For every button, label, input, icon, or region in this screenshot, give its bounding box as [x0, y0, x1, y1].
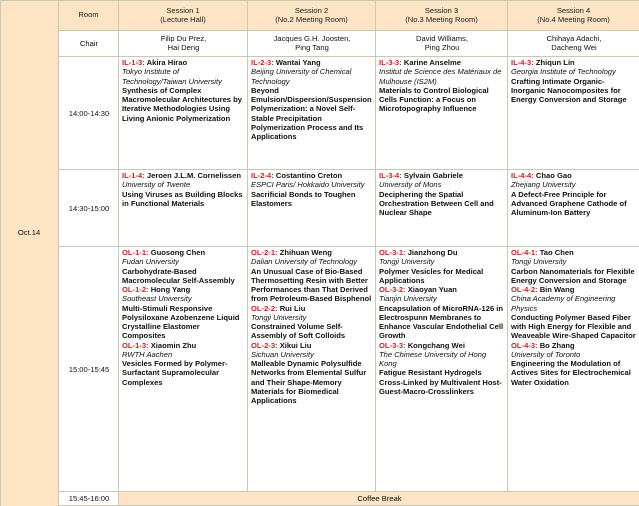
speaker-affiliation: ESPCI Paris/ Hokkaido University — [251, 180, 373, 189]
talk-title: Carbon Nanomaterials for Flexible Energy Conversion and Storage — [511, 267, 637, 286]
talk-code: IL-2-4: — [251, 171, 274, 180]
talk-heading — [122, 285, 245, 294]
talk-cell — [119, 170, 248, 247]
talk-code: IL-3-3: — [379, 58, 402, 67]
talk-title: Conducting Polymer Based Fiber with High Energy for Flexible and Weaveable Wire-Shaped Capacitor — [511, 313, 637, 341]
session-header-2 — [248, 1, 376, 31]
talk-entry — [511, 171, 637, 217]
talk-entry — [251, 341, 373, 406]
talk-code: OL-1-1: — [122, 248, 149, 257]
talk-code: OL-2-3: — [251, 341, 278, 350]
session-room: (Lecture Hall) — [120, 16, 246, 25]
talk-entry — [379, 248, 505, 285]
slot-time: 14:30-15:00 — [59, 170, 119, 247]
talk-code: OL-2-1: — [251, 248, 278, 257]
talk-entry — [511, 58, 637, 104]
speaker-name: Xiaomin Zhu — [149, 341, 197, 350]
talk-entry — [251, 58, 373, 141]
talk-cell — [376, 170, 508, 247]
talk-cell — [248, 57, 376, 170]
talk-heading — [122, 248, 245, 257]
talk-cell — [508, 170, 639, 247]
talk-heading — [379, 248, 505, 257]
talk-heading — [379, 285, 505, 294]
speaker-name: Xikui Liu — [278, 341, 312, 350]
talk-entry — [379, 58, 505, 114]
talk-cell — [376, 57, 508, 170]
speaker-affiliation: Zhejiang University — [511, 180, 637, 189]
talk-entry — [122, 285, 245, 341]
slot-row-2 — [1, 170, 639, 247]
talk-heading — [379, 58, 505, 67]
talk-code: IL-1-3: — [122, 58, 145, 67]
talk-entry — [511, 248, 637, 285]
chair-names-1: Filip Du Prez, Hai Deng — [119, 31, 248, 57]
speaker-name: Jeroen J.L.M. Cornelissen — [145, 171, 241, 180]
session-name: Session 2 — [249, 7, 374, 16]
talk-entry — [251, 171, 373, 208]
speaker-name: Jianzhong Du — [406, 248, 458, 257]
talk-heading — [511, 58, 637, 67]
talk-cell — [119, 247, 248, 492]
coffee-time: 15:45-16:00 — [59, 492, 119, 506]
speaker-name: Hong Yang — [149, 285, 191, 294]
talk-heading — [251, 304, 373, 313]
talk-heading — [511, 248, 637, 257]
session-header-1 — [119, 1, 248, 31]
session-header-3 — [376, 1, 508, 31]
talk-title: An Unusual Case of Bio-Based Thermosetting Resin with Better Performances than That Derived from Petroleum-Based Bisphenol — [251, 267, 373, 304]
talk-heading — [379, 171, 505, 180]
talk-code: OL-3-1: — [379, 248, 406, 257]
talk-code: IL-4-4: — [511, 171, 534, 180]
speaker-affiliation: Sichuan University — [251, 350, 373, 359]
talk-title: Vesicles Formed by Polymer-Surfactant Supramolecular Complexes — [122, 359, 245, 387]
speaker-name: Chao Gao — [534, 171, 572, 180]
speaker-affiliation: Tongji University — [511, 257, 637, 266]
room-label: Room — [59, 1, 119, 31]
speaker-affiliation: Institut de Science des Matériaux de Mulhouse (IS2M) — [379, 67, 505, 86]
talk-code: OL-1-3: — [122, 341, 149, 350]
talk-code: OL-4-3: — [511, 341, 538, 350]
talk-heading — [511, 171, 637, 180]
talk-entry — [511, 341, 637, 387]
talk-cell — [119, 57, 248, 170]
speaker-affiliation: University of Mons — [379, 180, 505, 189]
speaker-affiliation: The Chinese University of Hong Kong — [379, 350, 505, 369]
talk-title: Beyond Emulsion/Dispersion/Suspension Polymerization: a Novel Self-Stable Precipitation Polymerization Process and Its Applications — [251, 86, 373, 142]
date-label: Oct.14 — [0, 228, 58, 237]
chair-names-4: Chihaya Adachi, Dacheng Wei — [508, 31, 639, 57]
speaker-name: Zhihuan Weng — [278, 248, 332, 257]
speaker-affiliation: Dalian University of Technology — [251, 257, 373, 266]
talk-title: Crafting Intimate Organic-Inorganic Nanocomposites for Energy Conversion and Storage — [511, 77, 637, 105]
talk-cell — [248, 170, 376, 247]
slot-time: 15:00-15:45 — [59, 247, 119, 492]
speaker-name: Kongchang Wei — [406, 341, 465, 350]
talk-heading — [122, 58, 245, 67]
talk-title: Multi-Stimuli Responsive Polysiloxane Azobenzene Liquid Crystalline Elastomer Composites — [122, 304, 245, 341]
talk-heading — [251, 58, 373, 67]
talk-title: Fatigue Resistant Hydrogels Cross-Linked by Multivalent Host-Guest-Macro-Crosslinkers — [379, 368, 505, 396]
speaker-name: Wantai Yang — [274, 58, 321, 67]
header-row — [1, 1, 639, 31]
speaker-name: Tao Chen — [538, 248, 574, 257]
talk-heading — [122, 171, 245, 180]
speaker-affiliation: Fudan University — [122, 257, 245, 266]
speaker-affiliation: University of Twente — [122, 180, 245, 189]
talk-heading — [122, 341, 245, 350]
talk-entry — [122, 248, 245, 285]
talk-cell — [376, 247, 508, 492]
talk-heading — [511, 285, 637, 294]
talk-entry — [251, 304, 373, 341]
talk-entry — [122, 341, 245, 387]
talk-heading — [251, 248, 373, 257]
speaker-affiliation: RWTH Aachen — [122, 350, 245, 359]
session-name: Session 1 — [120, 7, 246, 16]
chair-names-3: David Williams, Ping Zhou — [376, 31, 508, 57]
talk-title: Carbohydrate-Based Macromolecular Self-Assembly — [122, 267, 245, 286]
chair-label: Chair — [59, 31, 119, 57]
coffee-break-label: Coffee Break — [119, 492, 639, 506]
talk-entry — [379, 341, 505, 397]
speaker-affiliation: Georgia Institute of Technology — [511, 67, 637, 76]
talk-code: IL-2-3: — [251, 58, 274, 67]
talk-code: OL-3-3: — [379, 341, 406, 350]
talk-code: IL-1-4: — [122, 171, 145, 180]
speaker-name: Karine Anselme — [402, 58, 461, 67]
coffee-row — [1, 492, 639, 506]
talk-heading — [511, 341, 637, 350]
session-name: Session 4 — [509, 7, 638, 16]
session-name: Session 3 — [377, 7, 506, 16]
talk-cell — [508, 57, 639, 170]
slot-row-3 — [1, 247, 639, 492]
talk-title: A Defect-Free Principle for Advanced Graphene Cathode of Aluminum-Ion Battery — [511, 190, 637, 218]
talk-title: Engineering the Modulation of Actives Sites for Electrochemical Water Oxidation — [511, 359, 637, 387]
speaker-affiliation: Tongji University — [379, 257, 505, 266]
speaker-affiliation: Tongji University — [251, 313, 373, 322]
talk-title: Deciphering the Spatial Orchestration Between Cell and Nuclear Shape — [379, 190, 505, 218]
slot-row-1 — [1, 57, 639, 170]
slot-time: 14:00-14:30 — [59, 57, 119, 170]
speaker-name: Xiaoyan Yuan — [406, 285, 457, 294]
talk-code: IL-3-4: — [379, 171, 402, 180]
session-room: (No.3 Meeting Room) — [377, 16, 506, 25]
speaker-name: Rui Liu — [278, 304, 306, 313]
chair-row — [1, 31, 639, 57]
talk-cell — [248, 247, 376, 492]
speaker-affiliation: Tianjin University — [379, 294, 505, 303]
speaker-name: Bo Zhang — [538, 341, 575, 350]
talk-entry — [122, 58, 245, 123]
talk-entry — [379, 171, 505, 217]
talk-code: OL-2-2: — [251, 304, 278, 313]
talk-code: OL-3-2: — [379, 285, 406, 294]
talk-code: IL-4-3: — [511, 58, 534, 67]
talk-entry — [379, 285, 505, 341]
speaker-name: Bin Wang — [538, 285, 575, 294]
talk-title: Synthesis of Complex Macromolecular Architectures by Iterative Methodologies Using Living Anionic Polymerization — [122, 86, 245, 123]
session-header-4 — [508, 1, 639, 31]
speaker-name: Guosong Chen — [149, 248, 206, 257]
speaker-affiliation: Beijing University of Chemical Technology — [251, 67, 373, 86]
talk-entry — [511, 285, 637, 341]
speaker-affiliation: Tokyo Institute of Technology/Taiwan University — [122, 67, 245, 86]
speaker-affiliation: University of Toronto — [511, 350, 637, 359]
talk-heading — [251, 171, 373, 180]
date-column-top — [1, 1, 59, 506]
talk-title: Constrained Volume Self-Assembly of Soft Colloids — [251, 322, 373, 341]
talk-title: Materials to Control Biological Cells Function: a Focus on Microtopography Influence — [379, 86, 505, 114]
talk-code: OL-4-1: — [511, 248, 538, 257]
speaker-name: Sylvain Gabriele — [402, 171, 463, 180]
talk-title: Polymer Vesicles for Medical Applications — [379, 267, 505, 286]
talk-entry — [251, 248, 373, 304]
talk-code: OL-1-2: — [122, 285, 149, 294]
talk-cell — [508, 247, 639, 492]
talk-title: Malleable Dynamic Polysulfide Networks from Elemental Sulfur and Their Shape-Memory Materials for Biomedical Applications — [251, 359, 373, 405]
speaker-name: Costantino Creton — [274, 171, 342, 180]
speaker-affiliation: China Academy of Engineering Physics — [511, 294, 637, 313]
talk-heading — [379, 341, 505, 350]
speaker-name: Zhiqun Lin — [534, 58, 575, 67]
talk-title: Using Viruses as Building Blocks in Functional Materials — [122, 190, 245, 209]
talk-title: Sacrificial Bonds to Toughen Elastomers — [251, 190, 373, 209]
speaker-affiliation: Southeast University — [122, 294, 245, 303]
speaker-name: Akira Hirao — [145, 58, 187, 67]
talk-heading — [251, 341, 373, 350]
talk-title: Encapsulation of MicroRNA-126 in Electrospunn Membranes to Enhance Vascular Endothelial Cell Growth — [379, 304, 505, 341]
session-room: (No.2 Meeting Room) — [249, 16, 374, 25]
chair-names-2: Jacques G.H. Joosten, Ping Tang — [248, 31, 376, 57]
session-room: (No.4 Meeting Room) — [509, 16, 638, 25]
talk-entry — [122, 171, 245, 208]
talk-code: OL-4-2: — [511, 285, 538, 294]
